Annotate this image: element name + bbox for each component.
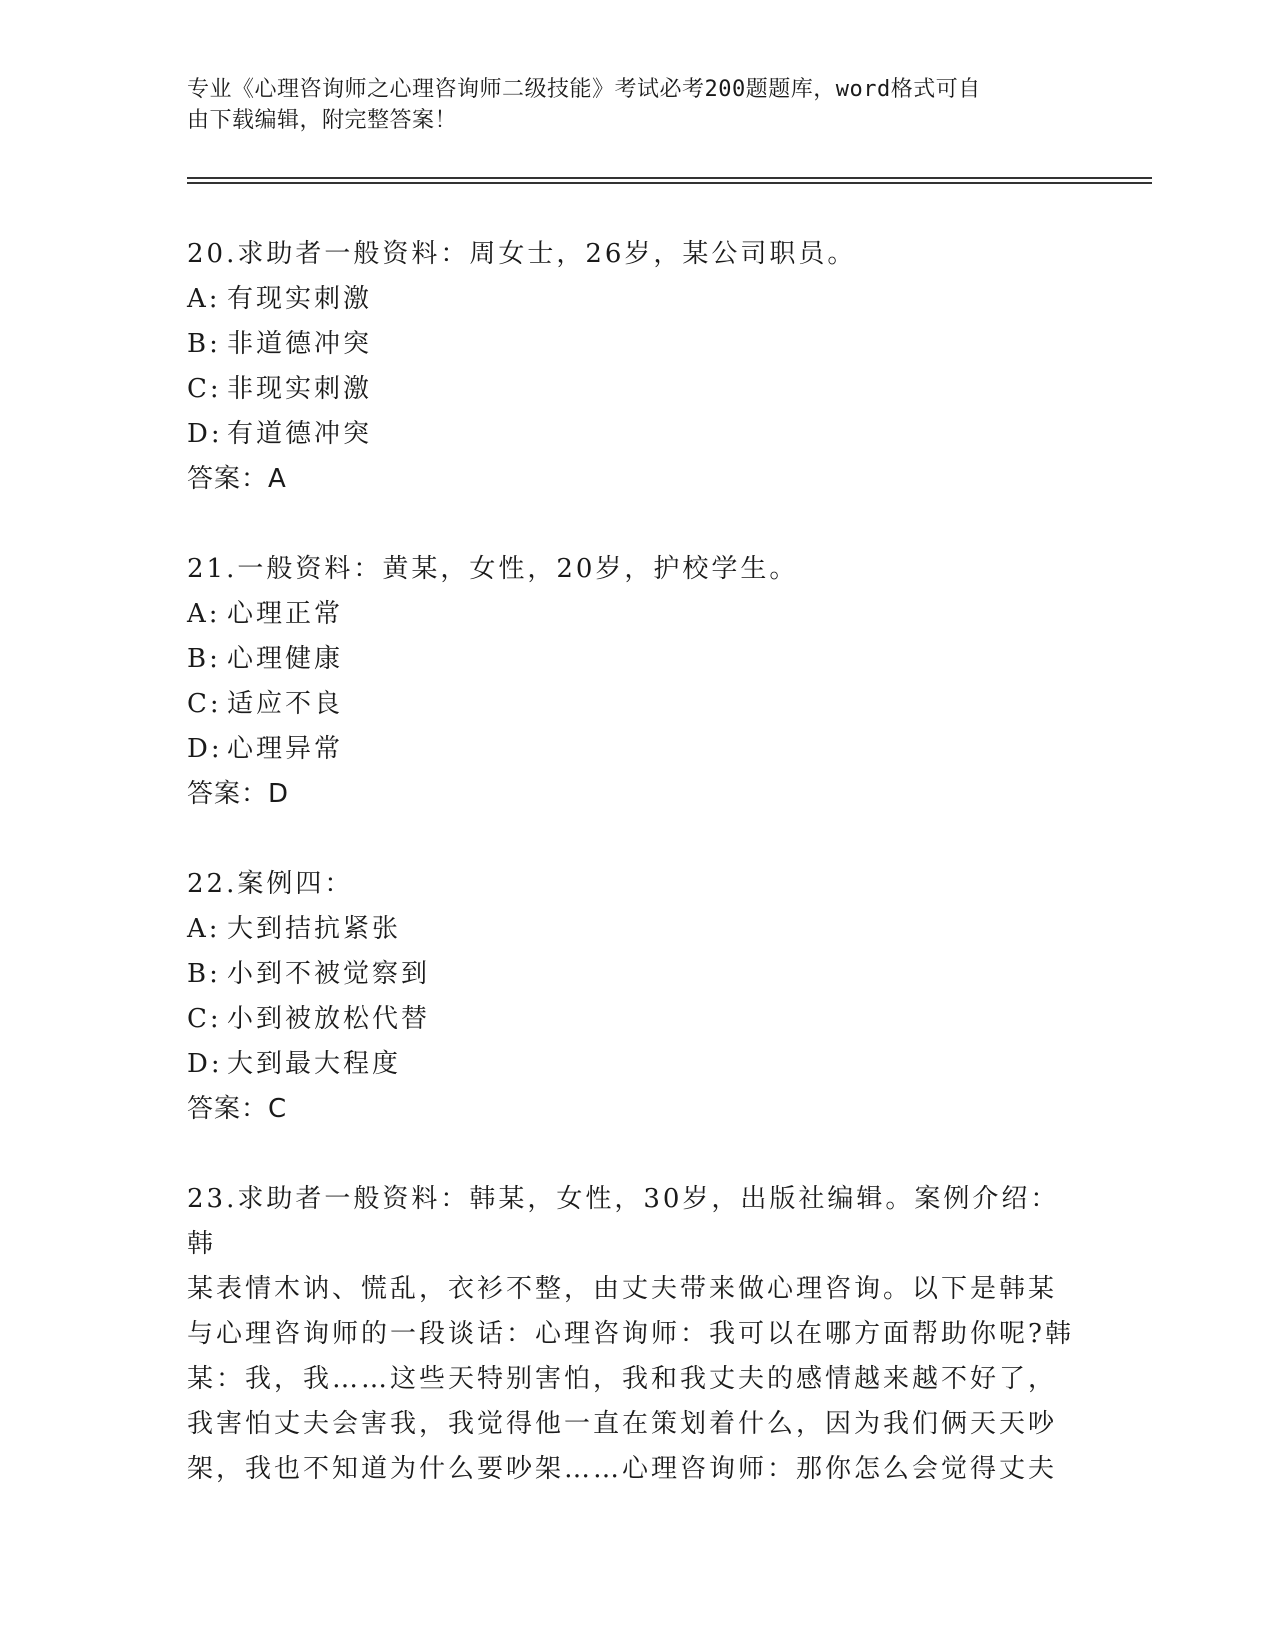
option-text: 心理正常 <box>227 599 344 629</box>
option-letter: A: <box>187 599 221 629</box>
option-d <box>187 412 1087 457</box>
option-text: 适应不良 <box>227 689 344 719</box>
option-c <box>187 367 1087 412</box>
question-stem-line: 我害怕丈夫会害我，我觉得他一直在策划着什么，因为我们俩天天吵 <box>187 1409 1058 1439</box>
question-stem-line: 某表情木讷、慌乱，衣衫不整，由丈夫带来做心理咨询。以下是韩某 <box>187 1274 1058 1304</box>
option-letter: C: <box>187 374 222 404</box>
option-text: 非道德冲突 <box>227 329 373 359</box>
option-text: 大到拮抗紧张 <box>227 914 402 944</box>
option-text: 有道德冲突 <box>227 419 373 449</box>
question-stem: 20.求助者一般资料：周女士，26岁，某公司职员。 <box>187 239 857 269</box>
question-stem-line: 架，我也不知道为什么要吵架……心理咨询师：那你怎么会觉得丈夫 <box>187 1454 1058 1484</box>
answer-line: 答案：C <box>187 1094 288 1124</box>
question-22 <box>187 862 1087 1132</box>
header-divider-bottom <box>187 182 1152 184</box>
option-text: 非现实刺激 <box>227 374 373 404</box>
option-b <box>187 952 1087 997</box>
option-letter: A: <box>187 284 221 314</box>
question-stem-line: 某：我，我……这些天特别害怕，我和我丈夫的感情越来越不好了， <box>187 1364 1058 1394</box>
option-text: 心理异常 <box>227 734 344 764</box>
question-23 <box>187 1177 1087 1492</box>
question-stem: 21.一般资料：黄某，女性，20岁，护校学生。 <box>187 554 799 584</box>
option-letter: D: <box>187 419 223 449</box>
option-d <box>187 727 1087 772</box>
document-header <box>187 74 1067 136</box>
option-letter: D: <box>187 1049 223 1079</box>
header-line-2: 由下载编辑，附完整答案！ <box>187 108 458 133</box>
option-letter: B: <box>187 644 221 674</box>
option-a <box>187 907 1087 952</box>
option-text: 小到被放松代替 <box>227 1004 431 1034</box>
option-letter: D: <box>187 734 223 764</box>
option-d <box>187 1042 1087 1087</box>
question-20 <box>187 232 1087 502</box>
option-c <box>187 682 1087 727</box>
option-letter: A: <box>187 914 221 944</box>
header-line-1: 专业《心理咨询师之心理咨询师二级技能》考试必考200题题库，word格式可自 <box>187 77 981 102</box>
option-a <box>187 592 1087 637</box>
question-stem-line: 23.求助者一般资料：韩某，女性，30岁，出版社编辑。案例介绍：韩 <box>187 1184 1060 1259</box>
answer-line: 答案：D <box>187 779 290 809</box>
option-c <box>187 997 1087 1042</box>
option-letter: C: <box>187 689 222 719</box>
option-a <box>187 277 1087 322</box>
header-divider-top <box>187 177 1152 179</box>
question-21 <box>187 547 1087 817</box>
question-stem-line: 与心理咨询师的一段谈话：心理咨询师：我可以在哪方面帮助你呢?韩 <box>187 1319 1074 1349</box>
option-b <box>187 637 1087 682</box>
option-text: 心理健康 <box>227 644 344 674</box>
option-letter: C: <box>187 1004 222 1034</box>
question-list <box>187 232 1087 1537</box>
option-letter: B: <box>187 329 221 359</box>
option-letter: B: <box>187 959 221 989</box>
question-stem: 22.案例四： <box>187 869 354 899</box>
option-text: 小到不被觉察到 <box>227 959 431 989</box>
answer-line: 答案：A <box>187 464 287 494</box>
option-text: 大到最大程度 <box>227 1049 402 1079</box>
option-text: 有现实刺激 <box>227 284 373 314</box>
option-b <box>187 322 1087 367</box>
